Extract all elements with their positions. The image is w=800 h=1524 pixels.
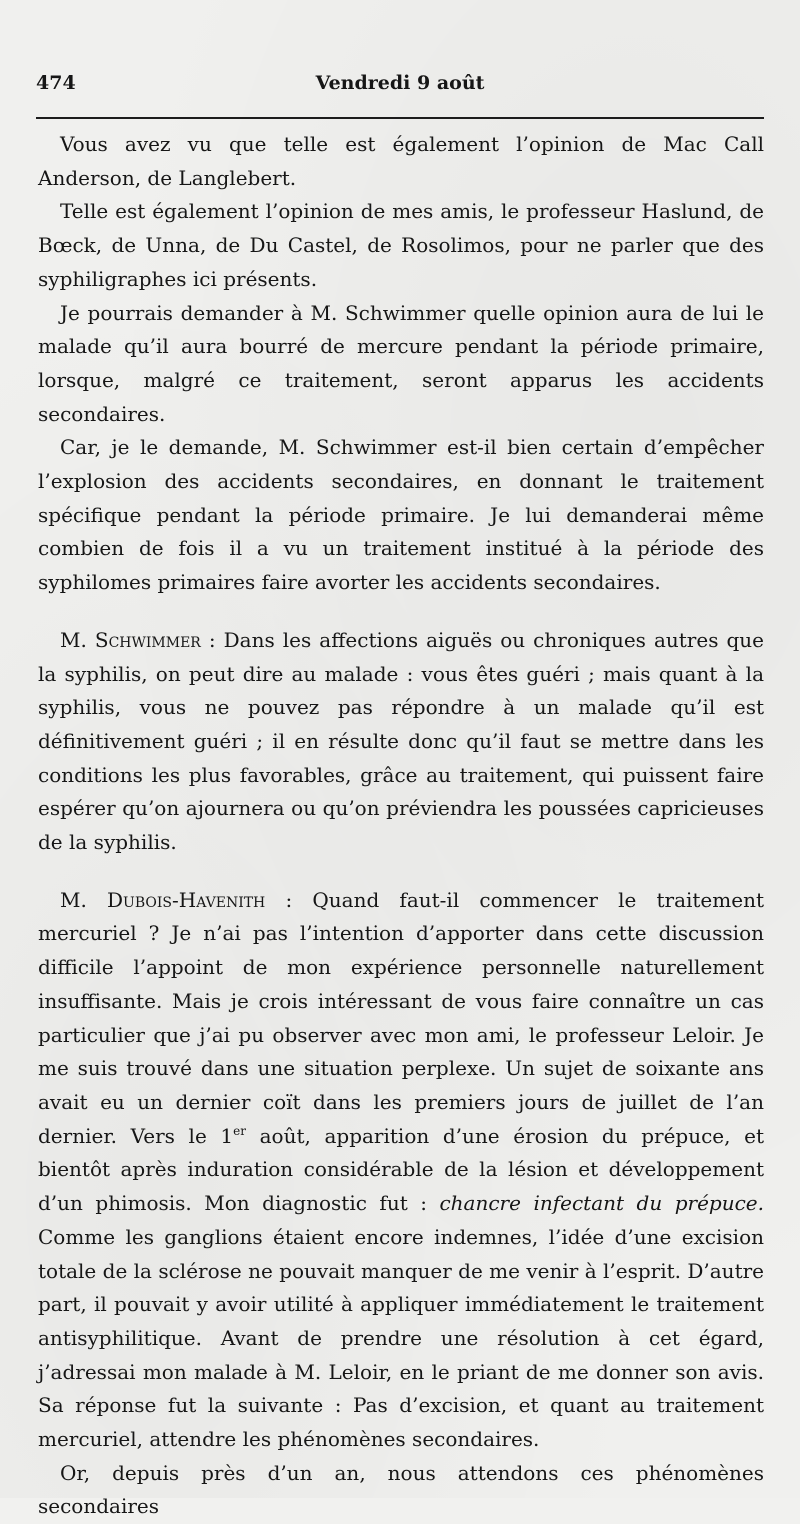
page-number: 474: [36, 72, 76, 94]
paragraph-3: Je pourrais demander à M. Schwimmer quelle opinion aura de lui le malade qu’il aura bourré de mercure pendant la période primaire, lorsque, malgré ce traitement, seront apparus les accidents secondaires.: [38, 300, 764, 426]
italic-diagnosis: chancre infectant du prépuce.: [439, 1191, 764, 1216]
running-title: Vendredi 9 août: [315, 72, 485, 94]
paragraph-2: Telle est également l’opinion de mes amis, le professeur Haslund, de Bœck, de Unna, de Du Castel, de Rosolimos, pour ne parler que des syphiligraphes ici présents.: [38, 199, 764, 291]
speech-text: : Dans les affections aiguës ou chroniques autres que la syphilis, on peut dire au malade : vous êtes guéri ; mais quant à la syphilis, vous ne pouvez pas répondre à un malade qu’il est définitivement guéri ; il en résulte donc qu’il faut se mettre dans les conditions les plus favorables, grâce au traitement, qui puissent faire espérer qu’on ajournera ou qu’on préviendra les poussées capricieuses de la syphilis.: [38, 627, 764, 855]
ordinal-superscript: er: [233, 1123, 246, 1138]
paragraph-dubois-havenith: [38, 884, 764, 1457]
page-header: [36, 72, 764, 108]
speaker-name: Dubois-Havenith: [107, 887, 266, 912]
speech-text: : Quand faut-il commencer le traitement mercuriel ? Je n’ai pas l’intention d’apporter dans cette discussion difficile l’appoint de mon expérience personnelle naturellement insuffisante. Mais je crois intéressant de vous faire connaître un cas particulier que j’ai pu observer avec mon ami, le professeur Leloir. Je me suis trouvé dans une situation perplexe. Un sujet de soixante ans avait eu un dernier coït dans les premiers jours de juillet de l’an dernier. Vers le 1: [38, 887, 764, 1148]
speaker-prefix: M.: [60, 627, 95, 652]
paragraph-1: Vous avez vu que telle est également l’opinion de Mac Call Anderson, de Langlebert.: [38, 132, 764, 190]
paragraph-schwimmer: [38, 624, 764, 860]
speaker-name: Schwimmer: [94, 627, 201, 652]
paragraph-7: Or, depuis près d’un an, nous attendons ces phénomènes secondaires: [38, 1460, 764, 1519]
header-rule: [36, 117, 764, 119]
paragraph-4: Car, je le demande, M. Schwimmer est-il bien certain d’empêcher l’explosion des accidents secondaires, en donnant le traitement spécifique pendant la période primaire. Je lui demanderai même combien de fois il a vu un traitement institué à la période des syphilomes primaires faire avorter les accidents secondaires.: [38, 435, 764, 595]
body-text: [38, 128, 764, 1524]
speech-text: Comme les ganglions étaient encore indemnes, l’idée d’une excision totale de la sclérose ne pouvait manquer de me venir à l’esprit. D’autre part, il pouvait y avoir utilité à appliquer immédiatement le traitement antisyphilitique. Avant de prendre une résolution à cet égard, j’adressai mon malade à M. Leloir, en le priant de me donner son avis. Sa réponse fut la suivante : Pas d’excision, et quant au traitement mercuriel, attendre les phénomènes secondaires.: [38, 1224, 764, 1452]
speech-text: août, apparition d’une érosion du prépuce, et bientôt après induration considérable de la lésion et développement d’un phimosis. Mon diagnostic fut :: [38, 1123, 764, 1216]
speaker-prefix: M.: [60, 887, 108, 912]
